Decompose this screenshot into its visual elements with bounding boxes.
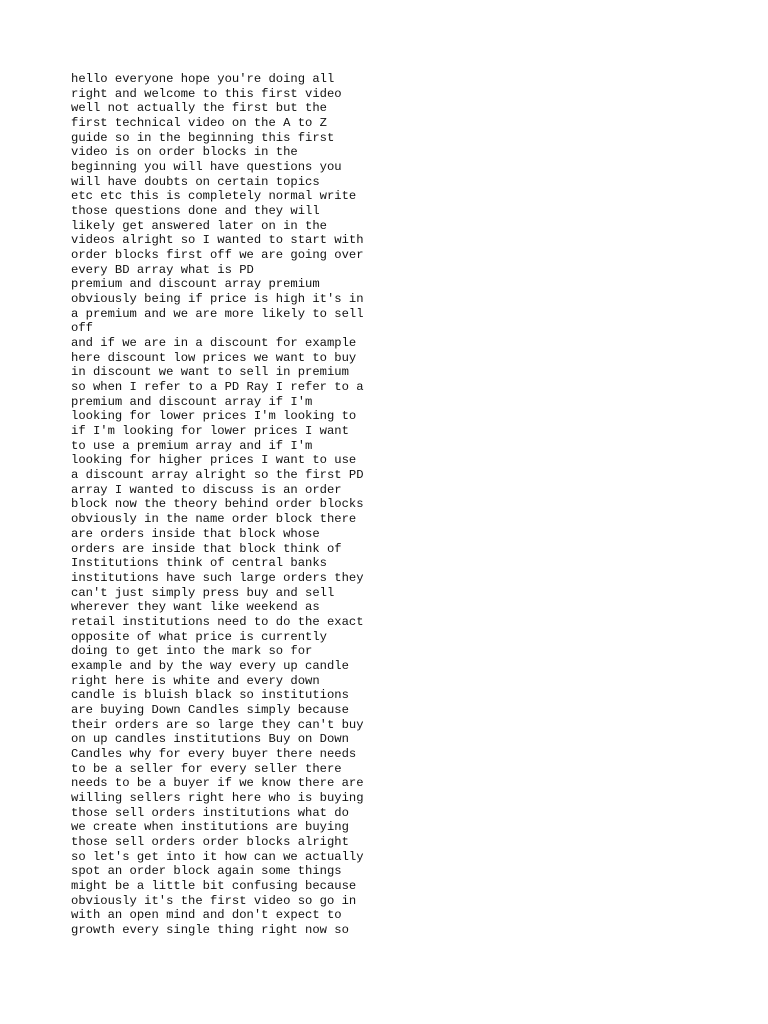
transcript-line: likely get answered later on in the (71, 218, 327, 233)
transcript-line: spot an order block again some things (71, 864, 342, 879)
transcript-line: video is on order blocks in the (71, 145, 298, 160)
transcript-line: might be a little bit confusing because (71, 878, 357, 893)
transcript-line: on up candles institutions Buy on Down (71, 732, 349, 747)
transcript-line: obviously it's the first video so go in (71, 893, 357, 908)
transcript-line: block now the theory behind order blocks (71, 497, 364, 512)
transcript-line: etc etc this is completely normal write (71, 189, 357, 204)
transcript-line: a premium and we are more likely to sell (71, 306, 364, 321)
transcript-line: beginning you will have questions you (71, 160, 342, 175)
transcript-line: orders are inside that block think of (71, 541, 342, 556)
transcript-line: premium and discount array premium (71, 277, 320, 292)
transcript-line: so let's get into it how can we actually (71, 849, 364, 864)
transcript-line: looking for lower prices I'm looking to (71, 409, 357, 424)
transcript-line: hello everyone hope you're doing all (71, 72, 335, 86)
transcript-line: opposite of what price is currently (71, 629, 327, 644)
transcript-line: off (71, 321, 93, 336)
transcript-line: right here is white and every down (71, 673, 320, 688)
transcript-line: candle is bluish black so institutions (71, 688, 349, 703)
transcript-line: videos alright so I wanted to start with (71, 233, 364, 248)
transcript-line: looking for higher prices I want to use (71, 453, 357, 468)
transcript-line: well not actually the first but the (71, 101, 327, 116)
transcript-line: are orders inside that block whose (71, 526, 320, 541)
transcript-line: needs to be a buyer if we know there are (71, 776, 364, 791)
transcript-line: to use a premium array and if I'm (71, 438, 313, 453)
transcript-line: those sell orders institutions what do (71, 805, 349, 820)
transcript-line: those sell orders order blocks alright (71, 834, 349, 849)
transcript-line: those questions done and they will (71, 204, 320, 219)
transcript-line: first technical video on the A to Z (71, 116, 327, 131)
transcript-line: their orders are so large they can't buy (71, 717, 364, 732)
transcript-line: to be a seller for every seller there (71, 761, 342, 776)
transcript-line: order blocks first off we are going over (71, 248, 364, 263)
transcript-line: obviously in the name order block there (71, 512, 357, 527)
transcript-line: willing sellers right here who is buying (71, 790, 364, 805)
transcript-line: array I wanted to discuss is an order (71, 482, 342, 497)
transcript-line: if I'm looking for lower prices I want (71, 424, 349, 439)
transcript-text (71, 72, 711, 938)
transcript-line: we create when institutions are buying (71, 820, 349, 835)
transcript-line: guide so in the beginning this first (71, 130, 335, 145)
transcript-line: will have doubts on certain topics (71, 174, 320, 189)
transcript-line: example and by the way every up candle (71, 658, 349, 673)
transcript-line: obviously being if price is high it's in (71, 292, 364, 307)
transcript-line: every BD array what is PD (71, 262, 254, 277)
transcript-line: institutions have such large orders they (71, 570, 364, 585)
transcript-line: wherever they want like weekend as (71, 600, 320, 615)
transcript-line: right and welcome to this first video (71, 86, 342, 101)
transcript-line: Institutions think of central banks (71, 556, 327, 571)
transcript-line: premium and discount array if I'm (71, 394, 313, 409)
transcript-line: retail institutions need to do the exact (71, 614, 364, 629)
transcript-line: and if we are in a discount for example (71, 336, 357, 351)
transcript-line: so when I refer to a PD Ray I refer to a (71, 380, 364, 395)
transcript-line: can't just simply press buy and sell (71, 585, 335, 600)
transcript-line: Candles why for every buyer there needs (71, 746, 357, 761)
transcript-line: a discount array alright so the first PD (71, 468, 364, 483)
transcript-line: here discount low prices we want to buy (71, 350, 357, 365)
transcript-line: with an open mind and don't expect to (71, 908, 342, 923)
transcript-line: growth every single thing right now so (71, 922, 349, 937)
transcript-line: are buying Down Candles simply because (71, 702, 349, 717)
transcript-line: doing to get into the mark so for (71, 644, 313, 659)
transcript-line: in discount we want to sell in premium (71, 365, 349, 380)
